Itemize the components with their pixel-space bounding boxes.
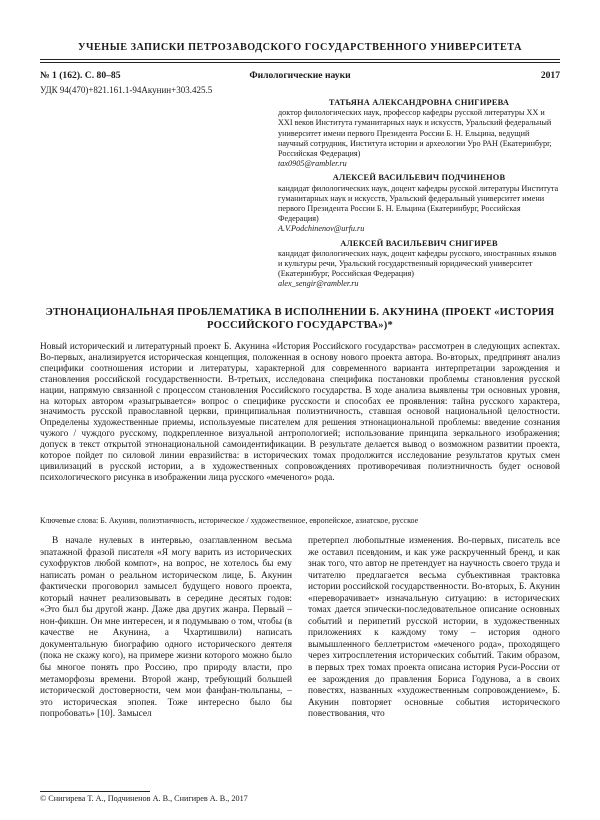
header-rule-thick xyxy=(40,59,560,60)
author-affiliation: кандидат филологических наук, доцент кафедры русского, иностранных языков и культуры речи, Уральский государственный юридический университет (Екатеринбург, Российская Федерация) xyxy=(278,248,557,279)
footnote-rule xyxy=(40,791,150,792)
body-column-right: претерпел любопытные изменения. Во-первых, писатель все же оставил псевдоним, и как уже раскрученный бренд, и как знак того, что автор не претендует на научность своего труда и читателю предлагается весьма субъективная трактовка истории российской государственности. Во-вторых, Б. Акунин «переворачивает» изначальную ситуацию: в исторических томах дается эпически-последовательное описание основных событий и перипетий русской истории, в художественных приложениях к каждому тому – история одного вымышленного беллетристом «меченого рода», проходящего через хитросплетения исторических событий. Таким образом, в первых трех томах проекта описана история Руси-России от ее зарождения до правления Бориса Годунова, а в своих повестях, названных «художественным сопровождением», Б. Акунин повторяет основные события исторического повествования, что xyxy=(308,536,560,720)
body-column-left: В начале нулевых в интервью, озаглавленном весьма эпатажной фразой писателя «Я могу варить из исторических сухофруктов любой компот», на вопрос, не хотелось бы ему написать роман о реальном историческом лице, Б. Акунин фактически проговорил замысел будущего нового проекта, который начнет реализовывать в середине десятых годов: «Это был бы другой жанр. Даже два других жанра. Первый – нон-фикшн. Он мне интересен, и я подумываю о том, чтобы (в качестве не Акунина, а Чхартишвили) написать документальную биографию одного исторического деятеля (пока не скажу кого), на примере жизни которого можно было бы многое понять про Россию, про природу власти, про метаморфозы времени. Второй жанр, требующий большей исторической достоверности, чем мои фанфан-тюльпаны, – это историческая эпопея. Тоже интересно было бы попробовать» [10]. Замысел xyxy=(40,536,292,720)
author-name: АЛЕКСЕЙ ВАСИЛЬЕВИЧ СНИГИРЕВ xyxy=(340,238,498,248)
author-2 xyxy=(278,173,560,234)
authors-block xyxy=(278,98,560,294)
author-1 xyxy=(278,98,560,169)
article-title: ЭТНОНАЦИОНАЛЬНАЯ ПРОБЛЕМАТИКА В ИСПОЛНЕНИИ Б. АКУНИНА (ПРОЕКТ «ИСТОРИЯ РОССИЙСКОГО ГОСУДАРСТВА»)* xyxy=(45,307,555,331)
author-name: АЛЕКСЕЙ ВАСИЛЬЕВИЧ ПОДЧИНЕНОВ xyxy=(332,173,506,183)
author-email-link[interactable]: tax0905@rambler.ru xyxy=(278,159,347,169)
udc-code: УДК 94(470)+821.161.1-94Акунин+303.425.5 xyxy=(40,85,213,95)
author-name: ТАТЬЯНА АЛЕКСАНДРОВНА СНИГИРЕВА xyxy=(328,98,510,107)
journal-title: УЧЕНЫЕ ЗАПИСКИ ПЕТРОЗАВОДСКОГО ГОСУДАРСТВЕННОГО УНИВЕРСИТЕТА xyxy=(78,42,522,53)
copyright-notice: © Снигирева Т. А., Подчиненов А. В., Снигирев А. В., 2017 xyxy=(40,794,248,803)
article-keywords: Ключевые слова: Б. Акунин, полиэтничность, историческое / художественное, европейское, азиатское, русское xyxy=(40,516,419,525)
author-affiliation: кандидат филологических наук, доцент кафедры русской литературы Института гуманитарных наук и искусств, Уральский федеральный университет имени первого Президента России Б. Н. Ельцина (Екатеринбург, Российская Федерация) xyxy=(278,183,559,224)
header-rule-thin xyxy=(40,62,560,63)
issue-year: 2017 xyxy=(540,70,560,81)
issue-info: № 1 (162). С. 80–85 xyxy=(40,70,121,81)
author-email-link[interactable]: A.V.Podchinenov@urfu.ru xyxy=(278,224,365,234)
author-3 xyxy=(278,239,560,290)
article-abstract: Новый исторический и литературный проект Б. Акунина «История Российского государства» рассмотрен в следующих аспектах. Во-первых, анализируется историческая концепция, положенная в основу нового проекта автора. Во-вторых, предпринят анализ специфики соотношения истории и литературы, характерной для современного варианта интерпретации зарождения и становления российской государственности. В-третьих, исследована специфика постановки проблемы становления русской нации, напрямую связанной с процессом становления Российского государства. В ходе анализа выявлены три основных уровня, на которых автором «разыгрывается» вопрос о специфике русскости и способах ее проявления: тайна русского характера, значимость русской православной церкви, принципиальная полиэтничность, ставшая основой национальной целостности. Определены художественные приемы, используемые писателем для решения этнонациональной проблемы: введение сознания чужого / чуждого русскому, подкрепленное визуальной антропологией; использование принципа зеркального изображения; допуск в текст открытой этнонациональной самоидентификации. В результате делается вывод о возможном развитии проекта, которое пойдет по силовой линии евразийства: в исторических томах продолжится исследование результатов крутых смен цивилизаций в русской истории, а в художественных сопровождениях противоречивая полиэтничность будет основой психологического рисунка в изображении лица русского «меченого» рода. xyxy=(40,342,560,483)
section-name: Филологические науки xyxy=(249,70,351,81)
author-affiliation: доктор филологических наук, профессор кафедры русской литературы XX и XXI веков Института гуманитарных наук и искусств, Уральский федеральный университет имени первого Президента России Б. Н. Ельцина, ведущий научный сотрудник, Института истории и археологии Уро РАН (Екатеринбург, Российская Федерация) xyxy=(278,108,552,159)
issue-row xyxy=(40,70,560,84)
author-email-link[interactable]: alex_sengir@rambler.ru xyxy=(278,279,359,289)
